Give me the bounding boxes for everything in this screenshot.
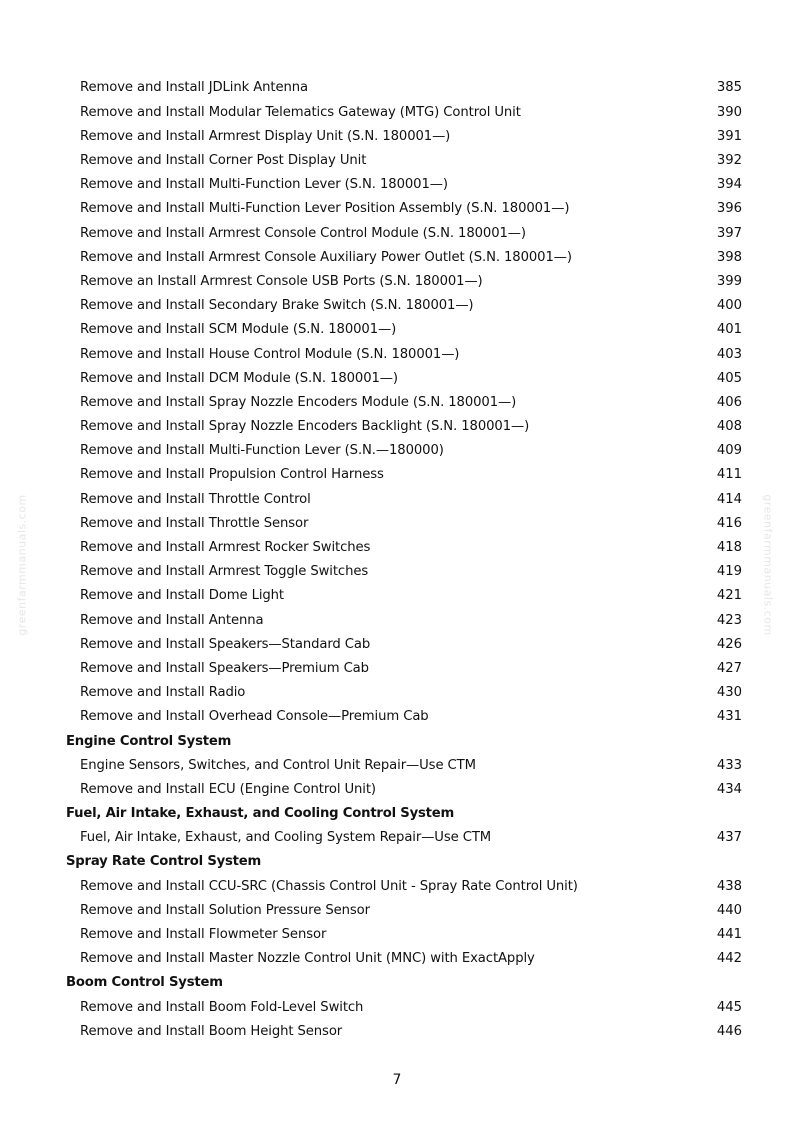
toc-entry[interactable] [66, 318, 742, 342]
toc-entry[interactable] [66, 415, 742, 439]
entry-title: Remove and Install Multi-Function Lever Position Assembly (S.N. 180001—) [80, 202, 570, 216]
entry-title: Remove and Install Boom Fold-Level Switch [80, 1000, 364, 1014]
entry-page-number: 401 [716, 322, 742, 338]
entry-page-number: 426 [716, 636, 742, 652]
toc-entry[interactable] [66, 124, 742, 148]
entry-page-number: 405 [716, 370, 742, 386]
entry-title: Remove and Install Radio [80, 686, 246, 700]
toc-entry[interactable] [66, 173, 742, 197]
entry-title: Remove and Install Flowmeter Sensor [80, 928, 327, 942]
entry-page-number: 411 [716, 467, 742, 483]
entry-page-number: 400 [716, 298, 742, 314]
toc-entry[interactable] [66, 657, 742, 681]
entry-page-number: 445 [716, 999, 742, 1015]
entry-title: Engine Sensors, Switches, and Control Unit Repair—Use CTM [80, 758, 476, 772]
entry-title: Remove and Install Speakers—Premium Cab [80, 661, 369, 676]
toc-entry[interactable] [66, 923, 742, 947]
entry-title: Remove and Install Armrest Toggle Switches [80, 565, 369, 579]
section-title: Boom Control System [66, 976, 223, 990]
toc-entry[interactable] [66, 705, 742, 729]
entry-title: Remove and Install Multi-Function Lever (S.N. 180001—) [80, 178, 448, 192]
entry-page-number: 390 [716, 104, 742, 120]
entry-title: Remove and Install Armrest Console Control Module (S.N. 180001—) [80, 226, 526, 240]
toc-entry[interactable] [66, 197, 742, 221]
entry-page-number: 406 [716, 394, 742, 410]
toc-entry[interactable] [66, 487, 742, 511]
toc-entry[interactable] [66, 826, 742, 850]
entry-title: Remove and Install Boom Height Sensor [80, 1024, 343, 1038]
entry-title: Remove and Install Modular Telematics Gateway (MTG) Control Unit [80, 105, 521, 119]
toc-entry[interactable] [66, 632, 742, 656]
entry-title: Remove and Install SCM Module (S.N. 180001—) [80, 323, 397, 337]
toc-entry[interactable] [66, 342, 742, 366]
entry-page-number: 396 [716, 201, 742, 217]
toc-section-heading [66, 729, 742, 753]
entry-title: Remove and Install Master Nozzle Control Unit (MNC) with ExactApply [80, 952, 535, 966]
entry-title: Remove and Install Spray Nozzle Encoders Backlight (S.N. 180001—) [80, 420, 530, 434]
toc-entry[interactable] [66, 76, 742, 100]
entry-page-number: 408 [716, 419, 742, 435]
entry-page-number: 385 [716, 80, 742, 96]
entry-page-number: 421 [716, 588, 742, 604]
entry-page-number: 427 [716, 660, 742, 676]
toc-section-heading [66, 802, 742, 826]
toc-entry[interactable] [66, 584, 742, 608]
page-number: 7 [392, 1072, 402, 1088]
entry-title: Remove and Install Solution Pressure Sensor [80, 903, 370, 918]
entry-page-number: 442 [716, 951, 742, 967]
toc-section-heading [66, 971, 742, 995]
entry-page-number: 397 [716, 225, 742, 241]
entry-title: Remove and Install Speakers—Standard Cab [80, 637, 371, 651]
toc-entry[interactable] [66, 874, 742, 898]
toc-entry[interactable] [66, 1019, 742, 1043]
entry-title: Remove and Install Armrest Rocker Switches [80, 541, 371, 555]
entry-page-number: 419 [716, 564, 742, 580]
toc-entry[interactable] [66, 439, 742, 463]
entry-title: Remove and Install Dome Light [80, 589, 284, 603]
entry-title: Remove and Install Propulsion Control Harness [80, 468, 384, 482]
section-title: Fuel, Air Intake, Exhaust, and Cooling Control System [66, 807, 455, 821]
entry-page-number: 446 [716, 1023, 742, 1039]
entry-title: Remove and Install Spray Nozzle Encoders Module (S.N. 180001—) [80, 395, 517, 410]
entry-title: Remove and Install Armrest Console Auxiliary Power Outlet (S.N. 180001—) [80, 250, 572, 264]
entry-page-number: 394 [716, 177, 742, 193]
entry-title: Remove an Install Armrest Console USB Ports (S.N. 180001—) [80, 274, 483, 289]
toc-entry[interactable] [66, 221, 742, 245]
section-title: Engine Control System [66, 734, 232, 748]
entry-title: Remove and Install Antenna [80, 613, 264, 627]
section-title: Spray Rate Control System [66, 855, 262, 869]
toc-entry[interactable] [66, 270, 742, 294]
toc-entry[interactable] [66, 995, 742, 1019]
toc-entry[interactable] [66, 898, 742, 922]
entry-page-number: 391 [716, 128, 742, 144]
toc-entry[interactable] [66, 245, 742, 269]
entry-title: Remove and Install Multi-Function Lever (S.N.—180000) [80, 444, 444, 458]
entry-title: Remove and Install Overhead Console—Premium Cab [80, 710, 429, 724]
toc-entry[interactable] [66, 100, 742, 124]
toc-entry[interactable] [66, 463, 742, 487]
entry-page-number: 433 [716, 757, 742, 773]
entry-page-number: 399 [716, 273, 742, 289]
entry-page-number: 431 [716, 709, 742, 725]
entry-page-number: 434 [716, 781, 742, 797]
toc-entry[interactable] [66, 149, 742, 173]
table-of-contents [66, 76, 742, 1044]
entry-title: Remove and Install Corner Post Display Unit [80, 154, 367, 168]
entry-page-number: 441 [716, 927, 742, 943]
toc-entry[interactable] [66, 560, 742, 584]
entry-page-number: 403 [716, 346, 742, 362]
toc-entry[interactable] [66, 947, 742, 971]
entry-title: Remove and Install ECU (Engine Control Unit) [80, 782, 376, 797]
entry-title: Remove and Install Secondary Brake Switch (S.N. 180001—) [80, 299, 474, 313]
entry-page-number: 418 [716, 540, 742, 556]
entry-page-number: 437 [716, 830, 742, 846]
entry-title: Fuel, Air Intake, Exhaust, and Cooling System Repair—Use CTM [80, 831, 492, 845]
entry-page-number: 423 [716, 612, 742, 628]
toc-entry[interactable] [66, 366, 742, 390]
entry-title: Remove and Install Throttle Sensor [80, 516, 309, 531]
entry-page-number: 398 [716, 249, 742, 265]
watermark-left: greenfarmmanuals.com [15, 494, 29, 636]
entry-page-number: 414 [716, 491, 742, 507]
entry-page-number: 440 [716, 902, 742, 918]
entry-page-number: 416 [716, 515, 742, 531]
entry-title: Remove and Install DCM Module (S.N. 180001—) [80, 371, 398, 385]
entry-title: Remove and Install House Control Module (S.N. 180001—) [80, 347, 460, 361]
toc-entry[interactable] [66, 753, 742, 777]
watermark-right: greenfarmmanuals.com [761, 494, 775, 636]
entry-page-number: 409 [716, 443, 742, 459]
toc-entry[interactable] [66, 608, 742, 632]
toc-entry[interactable] [66, 511, 742, 535]
toc-entry[interactable] [66, 390, 742, 414]
toc-entry[interactable] [66, 777, 742, 801]
entry-title: Remove and Install JDLink Antenna [80, 81, 309, 95]
toc-entry[interactable] [66, 681, 742, 705]
entry-page-number: 392 [716, 153, 742, 169]
entry-title: Remove and Install Armrest Display Unit (S.N. 180001—) [80, 129, 451, 144]
entry-page-number: 438 [716, 878, 742, 894]
entry-title: Remove and Install Throttle Control [80, 492, 311, 506]
entry-title: Remove and Install CCU-SRC (Chassis Control Unit - Spray Rate Control Unit) [80, 879, 578, 893]
toc-entry[interactable] [66, 536, 742, 560]
toc-section-heading [66, 850, 742, 874]
entry-page-number: 430 [716, 685, 742, 701]
toc-entry[interactable] [66, 294, 742, 318]
